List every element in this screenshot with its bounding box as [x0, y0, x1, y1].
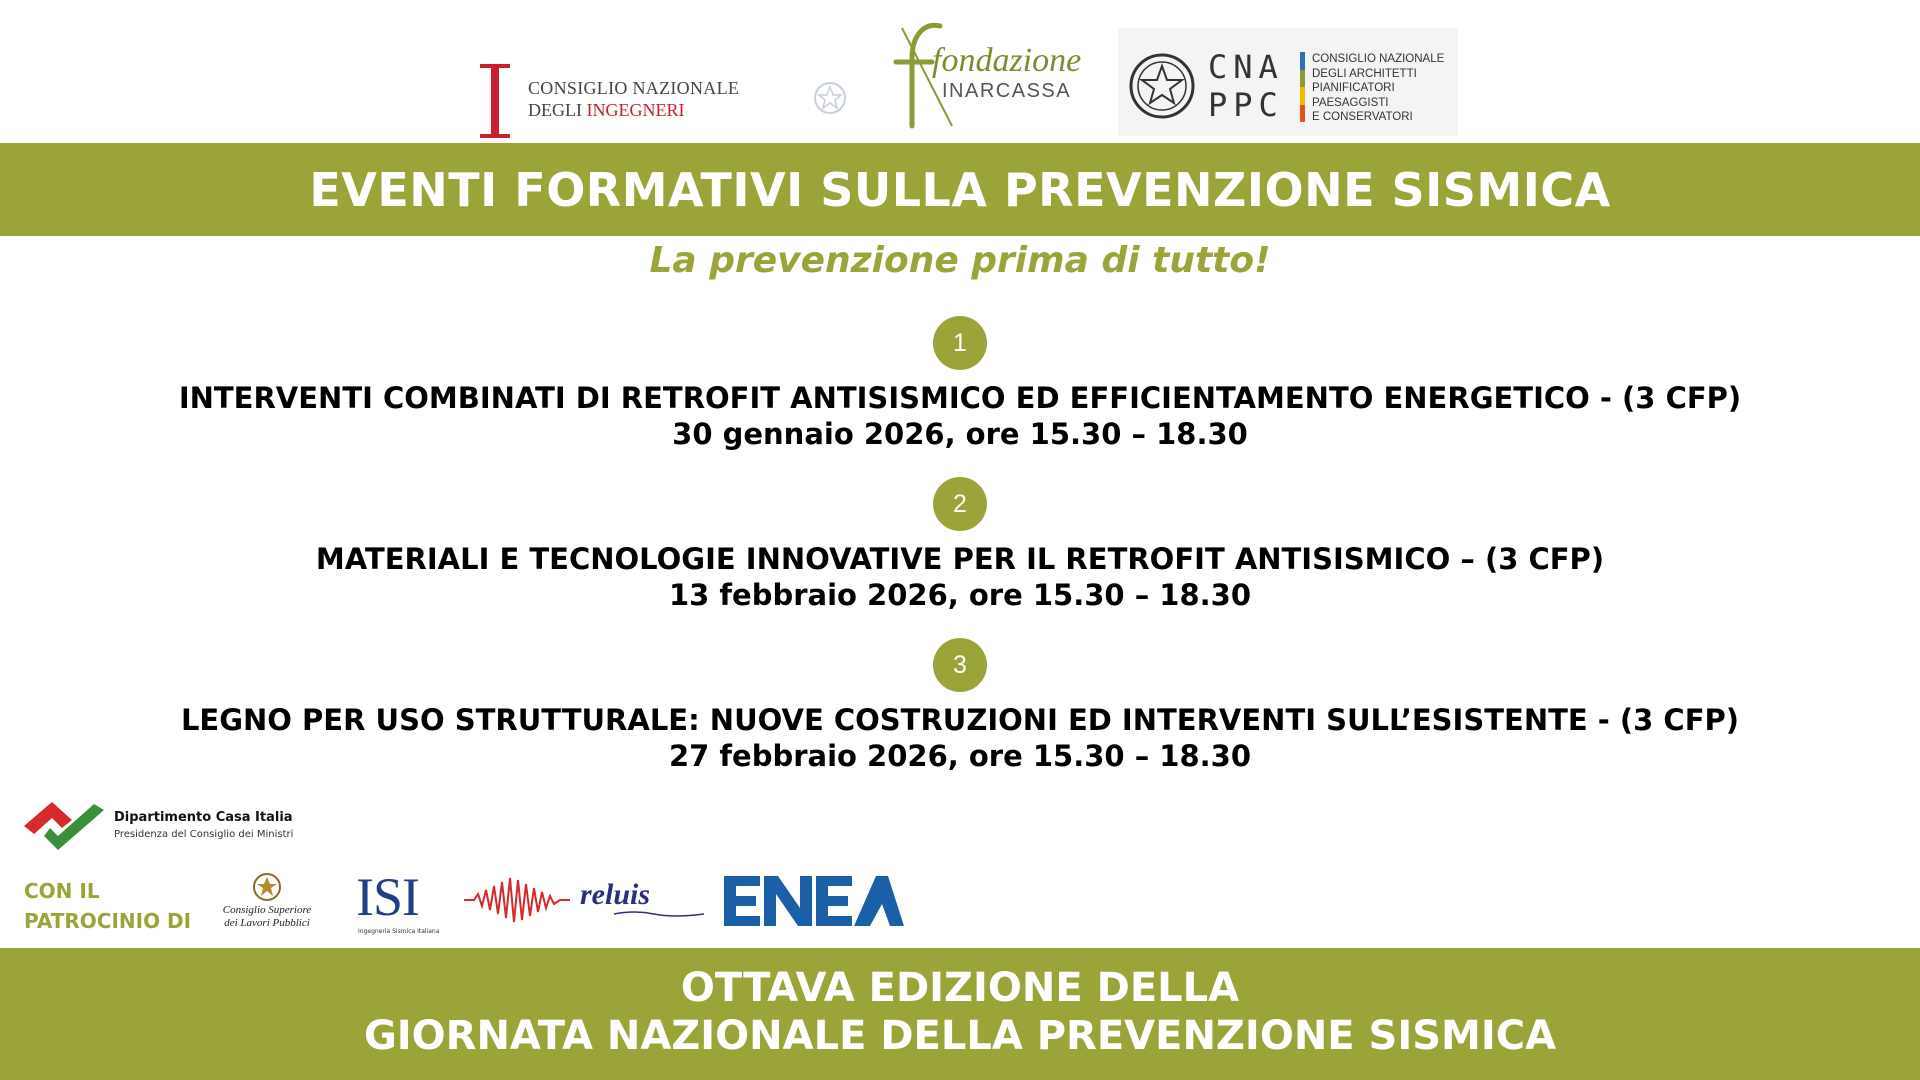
- cni-name-line1: CONSIGLIO NAZIONALE: [528, 78, 740, 98]
- cnappc-name: CONSIGLIO NAZIONALE DEGLI ARCHITETTI PIANIFICATORI PAESAGGISTI E CONSERVATORI: [1312, 53, 1445, 123]
- casa-italia-subtitle: Presidenza del Consiglio dei Ministri: [114, 829, 294, 840]
- isi-subtitle: Ingegneria Sismica Italiana: [358, 928, 440, 935]
- reluis-wordmark: reluis: [580, 878, 651, 911]
- footer-line2: GIORNATA NAZIONALE DELLA PREVENZIONE SISMICA: [363, 1013, 1557, 1059]
- cnappc-logo: [1118, 28, 1458, 136]
- event-number-badge: 2: [933, 477, 987, 531]
- casa-italia-logo: [22, 796, 294, 856]
- fondazione-inarcassa-logo: [882, 18, 1102, 130]
- enea-logo: [724, 874, 904, 928]
- fondazione-script: fondazione: [932, 42, 1082, 79]
- cslp-logo: [212, 870, 322, 940]
- cnappc-letters: CNA PPC: [1208, 48, 1284, 124]
- cnappc-color-stripe: [1300, 52, 1305, 122]
- fondazione-name: INARCASSA: [942, 80, 1072, 102]
- italian-emblem-icon: [812, 78, 848, 118]
- republic-emblem-icon: [250, 870, 284, 904]
- header-band: [0, 143, 1920, 236]
- isi-wordmark: ISI: [356, 867, 419, 927]
- event-number-badge: 1: [933, 316, 987, 370]
- event-item-3: [0, 638, 1920, 774]
- top-logos: [0, 18, 1920, 130]
- page-title: EVENTI FORMATIVI SULLA PREVENZIONE SISMICA: [309, 162, 1611, 217]
- event-date: 13 febbraio 2026, ore 15.30 – 18.30: [668, 578, 1252, 612]
- casa-italia-name: Dipartimento Casa Italia: [114, 810, 293, 825]
- isi-logo: [354, 862, 440, 942]
- event-item-2: [0, 477, 1920, 613]
- page-subtitle: La prevenzione prima di tutto!: [649, 240, 1271, 281]
- patronage-label: CON IL PATROCINIO DI: [24, 879, 192, 933]
- cni-logo: [478, 40, 758, 130]
- event-title: LEGNO PER USO STRUTTURALE: NUOVE COSTRUZIONI ED INTERVENTI SULL’ESISTENTE - (3 CFP): [180, 703, 1740, 737]
- event-title: MATERIALI E TECNOLOGIE INNOVATIVE PER IL RETROFIT ANTISISMICO – (3 CFP): [315, 542, 1605, 576]
- footer-line1: OTTAVA EDIZIONE DELLA: [680, 965, 1240, 1011]
- event-title: INTERVENTI COMBINATI DI RETROFIT ANTISISMICO ED EFFICIENTAMENTO ENERGETICO - (3 CFP): [178, 381, 1742, 415]
- event-date: 30 gennaio 2026, ore 15.30 – 18.30: [672, 417, 1248, 451]
- cslp-name-line1: Consiglio Superiore: [222, 904, 312, 916]
- reluis-logo: [464, 870, 704, 930]
- footer-band: [0, 948, 1920, 1080]
- republic-seal-icon: [1128, 52, 1196, 120]
- cni-emblem-icon: [478, 58, 512, 144]
- event-date: 27 febbraio 2026, ore 15.30 – 18.30: [668, 739, 1252, 773]
- cni-name-line2: DEGLI INGEGNERI: [528, 100, 685, 120]
- casa-italia-icon: [22, 796, 106, 856]
- event-number-badge: 3: [933, 638, 987, 692]
- cslp-name-line2: dei Lavori Pubblici: [224, 917, 310, 929]
- event-item-1: [0, 316, 1920, 452]
